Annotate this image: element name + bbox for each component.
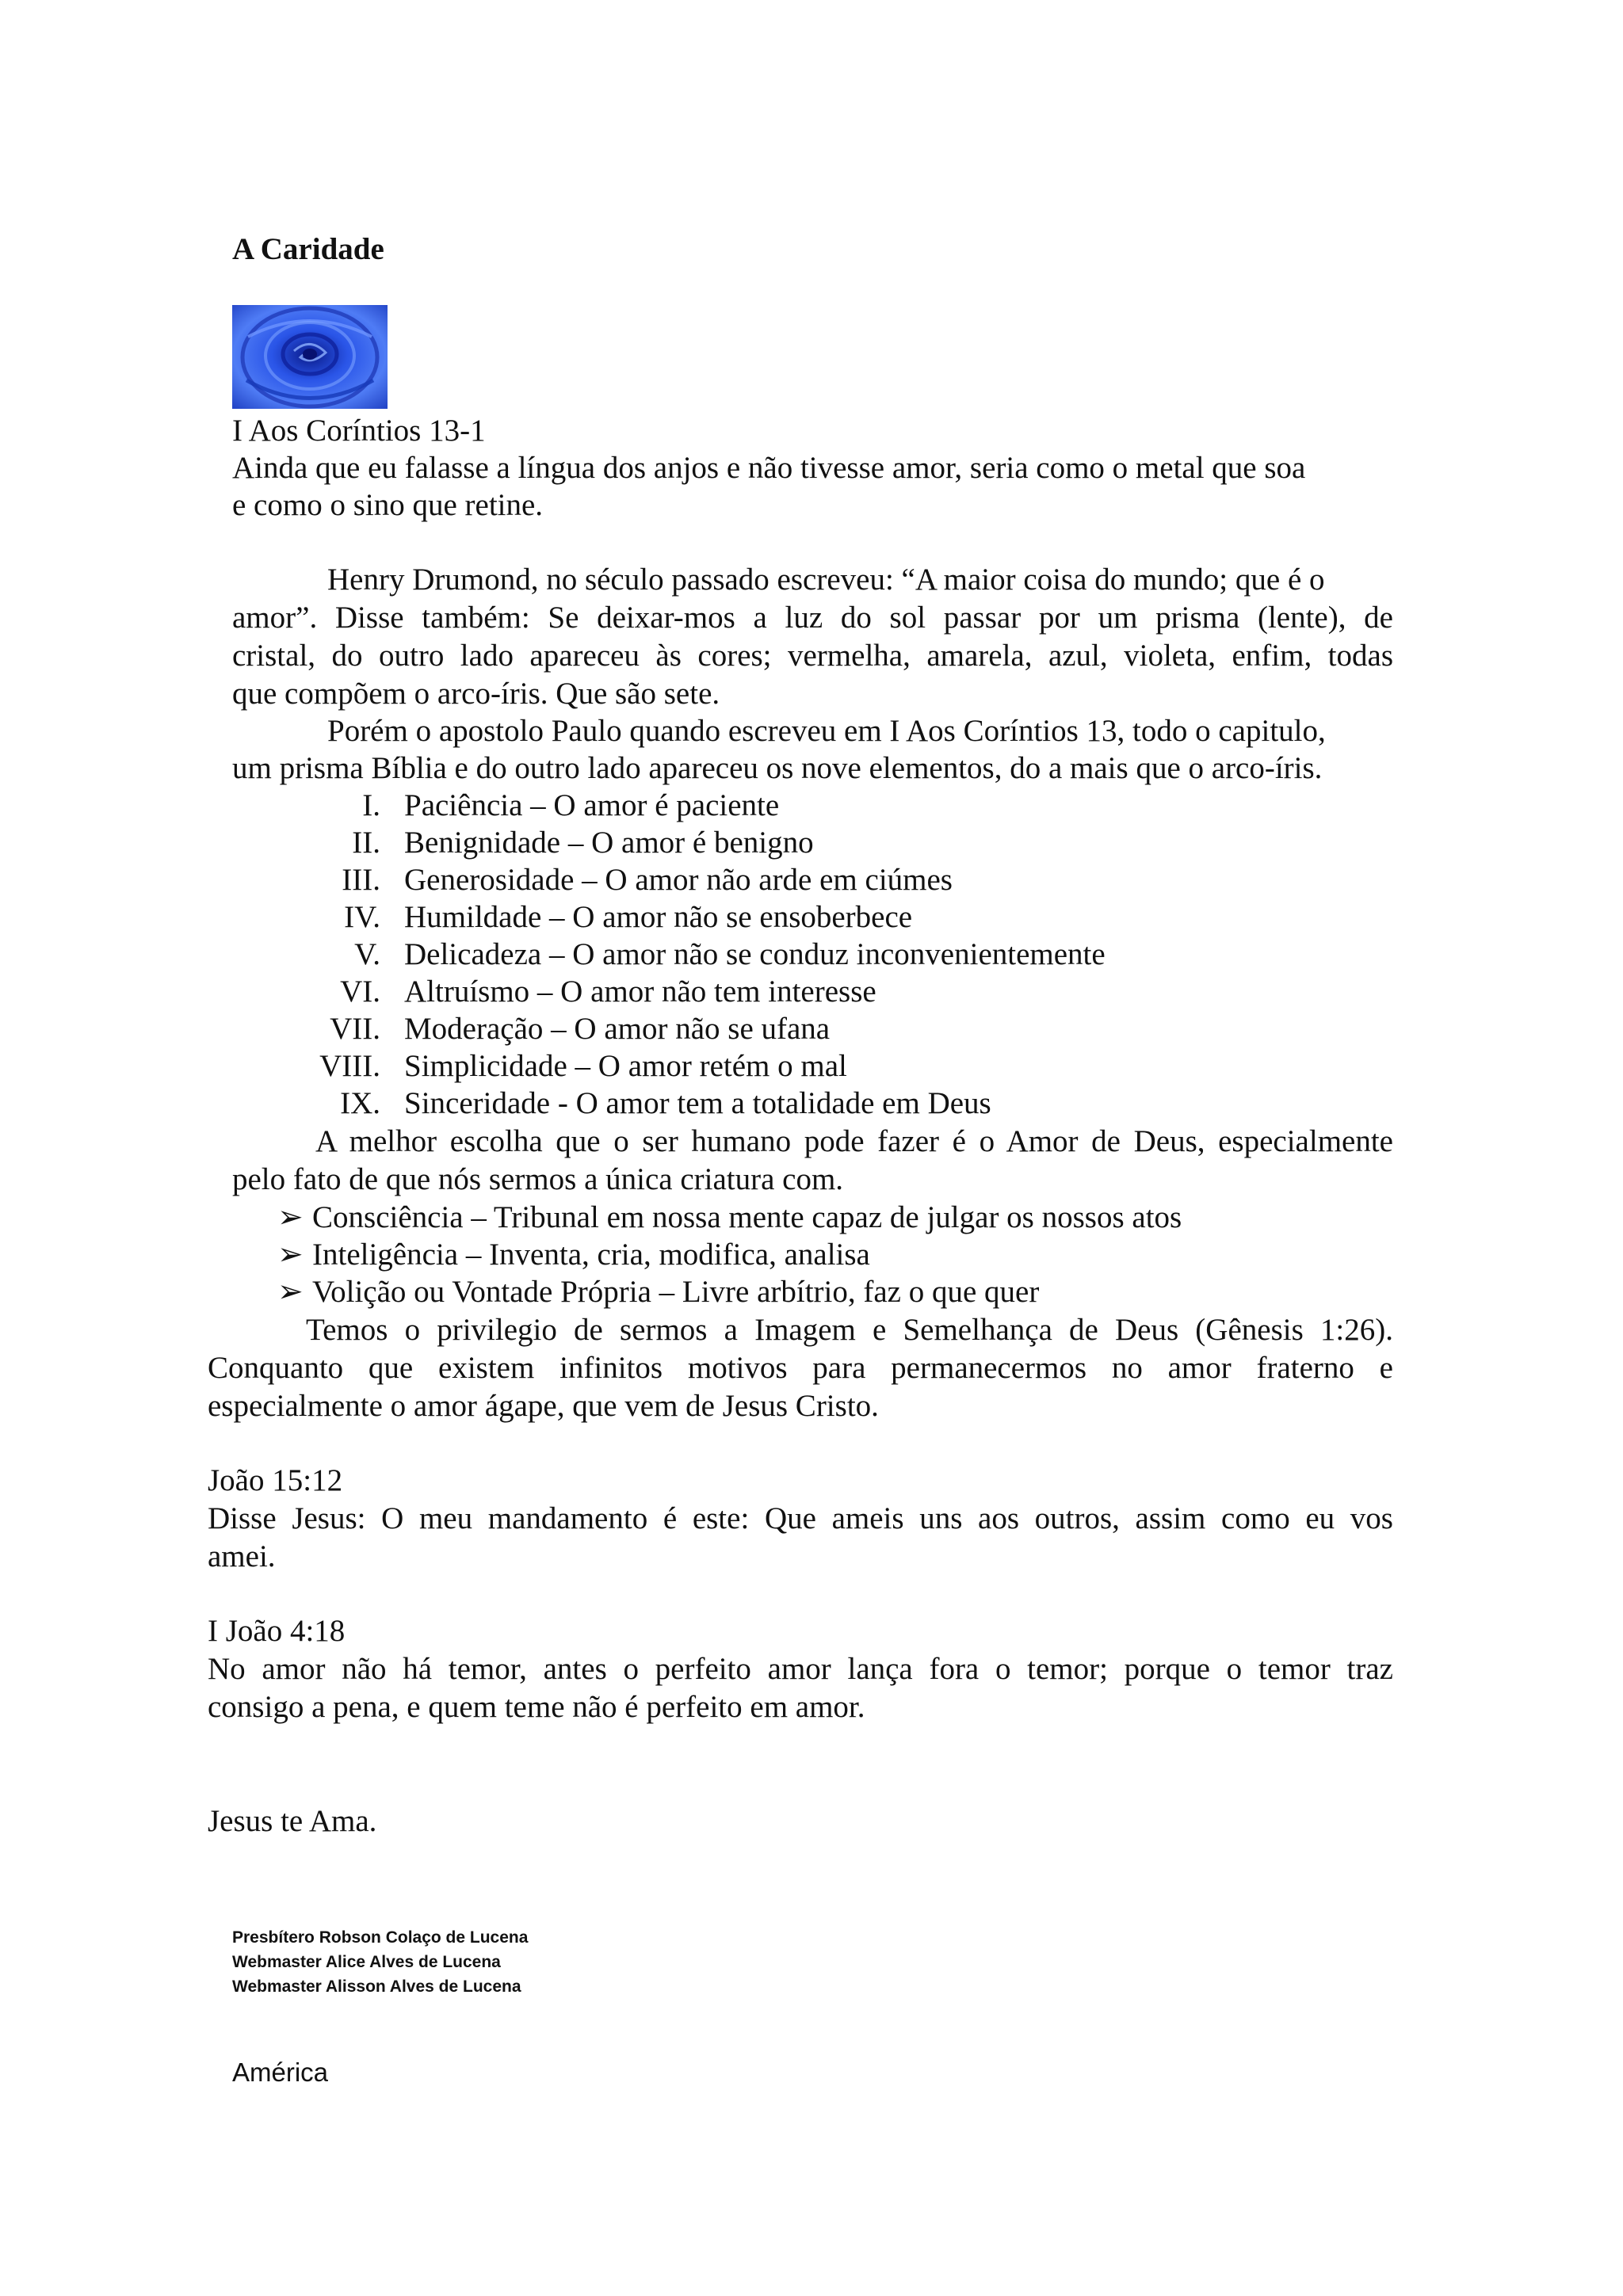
list-item-text: Delicadeza – O amor não se conduz inconvenientemente bbox=[404, 937, 1106, 971]
list-item bbox=[285, 1085, 991, 1122]
paragraph-line: Henry Drumond, no século passado escreveu: “A maior coisa do mundo; que é o bbox=[327, 563, 1325, 597]
list-item bbox=[285, 861, 953, 898]
credit-line: Webmaster Alice Alves de Lucena bbox=[232, 1953, 501, 1971]
verse-text-line: amei. bbox=[208, 1539, 276, 1573]
blue-rose-image bbox=[232, 305, 388, 409]
list-numeral: IX. bbox=[340, 1086, 380, 1120]
bullet-text: Inteligência – Inventa, cria, modifica, analisa bbox=[312, 1238, 870, 1272]
list-item-text: Benignidade – O amor é benigno bbox=[404, 826, 814, 860]
verse-reference: I Aos Coríntios 13-1 bbox=[232, 414, 486, 448]
list-numeral: VIII. bbox=[319, 1049, 380, 1083]
paragraph-line: Temos o privilegio de sermos a Imagem e Semelhança de Deus (Gênesis 1:26). bbox=[306, 1313, 1393, 1347]
list-item bbox=[285, 1047, 847, 1085]
paragraph-line: cristal, do outro lado apareceu às cores; vermelha, amarela, azul, violeta, enfim, todas bbox=[232, 639, 1393, 673]
closing-line: Jesus te Ama. bbox=[208, 1804, 377, 1838]
verse-reference: João 15:12 bbox=[208, 1463, 343, 1497]
paragraph-line: especialmente o amor ágape, que vem de Jesus Cristo. bbox=[208, 1389, 879, 1423]
page-title: A Caridade bbox=[232, 232, 384, 266]
bullet-item bbox=[277, 1273, 1039, 1310]
verse-text-line: No amor não há temor, antes o perfeito amor lança fora o temor; porque o temor traz bbox=[208, 1652, 1393, 1686]
arrow-bullet-icon: ➢ bbox=[277, 1200, 304, 1234]
arrow-bullet-icon: ➢ bbox=[277, 1275, 304, 1309]
list-item bbox=[285, 898, 912, 936]
list-item-text: Sinceridade - O amor tem a totalidade em Deus bbox=[404, 1086, 991, 1120]
bullet-item bbox=[277, 1236, 870, 1273]
verse-text-line: consigo a pena, e quem teme não é perfeito em amor. bbox=[208, 1690, 865, 1724]
verse-text-line: e como o sino que retine. bbox=[232, 488, 544, 522]
paragraph-line: Conquanto que existem infinitos motivos para permanecermos no amor fraterno e bbox=[208, 1351, 1393, 1385]
list-item bbox=[285, 1010, 830, 1047]
list-numeral: VII. bbox=[330, 1012, 380, 1046]
list-item-text: Paciência – O amor é paciente bbox=[404, 788, 780, 822]
list-numeral: I. bbox=[362, 788, 380, 822]
list-numeral: IV. bbox=[344, 900, 380, 934]
list-item bbox=[285, 787, 779, 824]
arrow-bullet-icon: ➢ bbox=[277, 1238, 304, 1272]
verse-reference: I João 4:18 bbox=[208, 1614, 346, 1648]
paragraph-line: amor”. Disse também: Se deixar-mos a luz do sol passar por um prisma (lente), de bbox=[232, 601, 1393, 635]
location-text: América bbox=[232, 2058, 329, 2087]
verse-text-line: Disse Jesus: O meu mandamento é este: Que ameis uns aos outros, assim como eu vos bbox=[208, 1501, 1393, 1535]
list-item bbox=[285, 936, 1106, 973]
list-numeral: II. bbox=[352, 826, 380, 860]
paragraph-line: um prisma Bíblia e do outro lado apareceu os nove elementos, do a mais que o arco-íris. bbox=[232, 751, 1323, 785]
list-numeral: III. bbox=[342, 863, 380, 897]
verse-text-line: Ainda que eu falasse a língua dos anjos e não tivesse amor, seria como o metal que soa bbox=[232, 451, 1306, 485]
list-item-text: Humildade – O amor não se ensoberbece bbox=[404, 900, 913, 934]
bullet-text: Volição ou Vontade Própria – Livre arbítrio, faz o que quer bbox=[312, 1275, 1040, 1309]
bullet-text: Consciência – Tribunal em nossa mente capaz de julgar os nossos atos bbox=[312, 1200, 1182, 1234]
list-item bbox=[285, 973, 876, 1010]
list-numeral: VI. bbox=[340, 974, 380, 1009]
paragraph-line: A melhor escolha que o ser humano pode fazer é o Amor de Deus, especialmente bbox=[315, 1124, 1393, 1158]
credit-line: Presbítero Robson Colaço de Lucena bbox=[232, 1928, 529, 1947]
list-item-text: Simplicidade – O amor retém o mal bbox=[404, 1049, 847, 1083]
credit-line: Webmaster Alisson Alves de Lucena bbox=[232, 1978, 521, 1996]
list-item bbox=[285, 824, 814, 861]
paragraph-line: Porém o apostolo Paulo quando escreveu em I Aos Coríntios 13, todo o capitulo, bbox=[327, 714, 1326, 748]
paragraph-line: pelo fato de que nós sermos a única criatura com. bbox=[232, 1162, 844, 1196]
list-item-text: Altruísmo – O amor não tem interesse bbox=[404, 974, 876, 1009]
list-item-text: Generosidade – O amor não arde em ciúmes bbox=[404, 863, 953, 897]
bullet-item bbox=[277, 1199, 1182, 1236]
paragraph-line: que compõem o arco-íris. Que são sete. bbox=[232, 677, 720, 711]
list-numeral: V. bbox=[354, 937, 380, 971]
list-item-text: Moderação – O amor não se ufana bbox=[404, 1012, 831, 1046]
